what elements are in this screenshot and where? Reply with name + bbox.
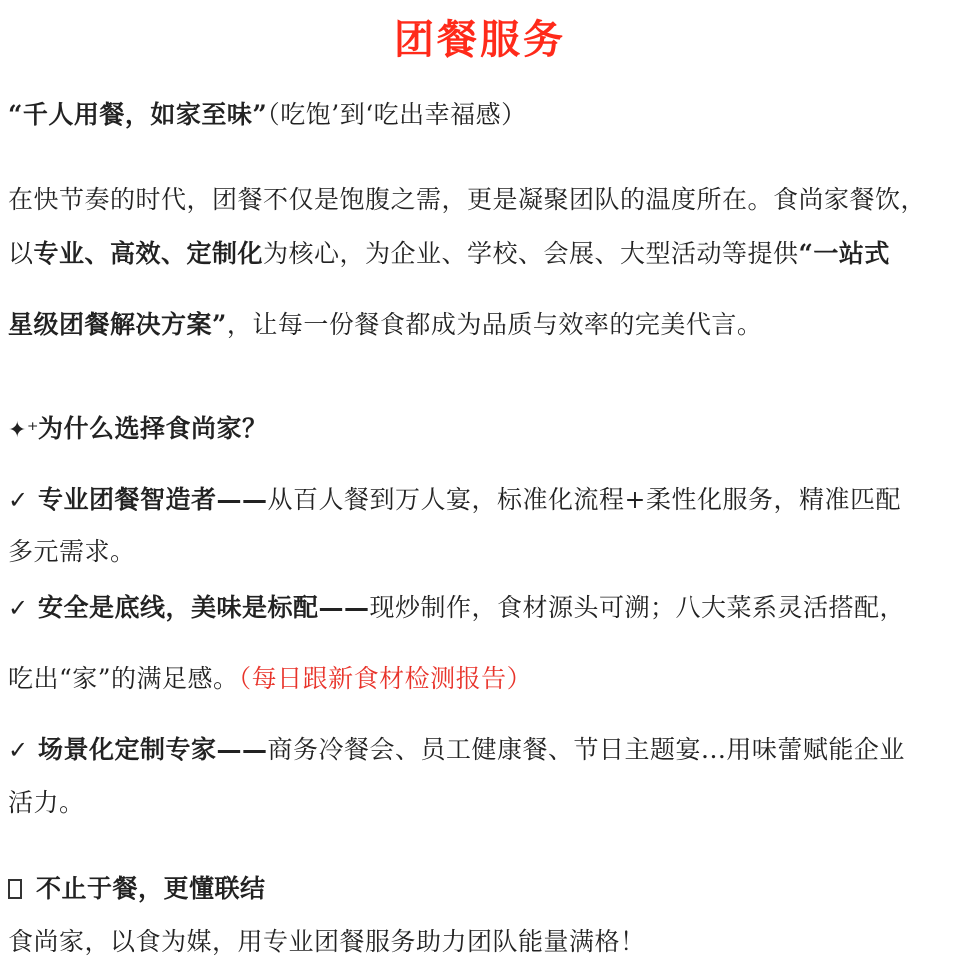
closing-text-line [8,925,954,959]
check-icon: ✓ [8,486,29,514]
point-2-line-2 [8,662,954,696]
slogan-normal: （吃饱’到‘吃出幸福感） [267,100,527,129]
point-1-title: 专业团餐智造者—— [38,485,268,514]
why-heading: 为什么选择食尚家？ [38,414,268,443]
closing-heading: 不止于餐，更懂联结 [36,874,266,903]
point-2-text-1: 现炒制作，食材源头可溯；八大菜系灵活搭配， [369,593,906,622]
point-1-text-1: 从百人餐到万人宴，标准化流程+柔性化服务，精准匹配 [267,485,901,514]
sparkle-icon: ✦⁺ [8,418,40,443]
point-2-title: 安全是底线，美味是标配—— [38,593,370,622]
point-2-note: （每日跟新食材检测报告） [238,664,533,693]
point-3-line-2 [8,786,954,820]
intro-line-3 [8,308,954,342]
why-heading-line [8,412,954,448]
point-1-line-1 [8,483,954,517]
closing-heading-line [8,872,954,906]
point-3-text-1: 商务冷餐会、员工健康餐、节日主题宴...用味蕾赋能企业 [267,735,905,764]
intro-keywords: 专业、高效、定制化 [33,239,264,268]
closing-text: 食尚家，以食为媒，用专业团餐服务助力团队能量满格！ [8,927,646,956]
point-2-line-1 [8,591,954,625]
intro-quote-end: 星级团餐解决方案” [8,310,227,339]
check-icon: ✓ [8,594,29,622]
intro-text-1: 在快节奏的时代，团餐不仅是饱腹之需，更是凝聚团队的温度所在。食尚家餐饮， [8,185,927,214]
point-3-text-2: 活力。 [8,788,85,817]
intro-line-2 [8,237,954,271]
point-3-line-1 [8,733,954,767]
square-icon [8,879,22,899]
slogan-bold: “千人用餐，如家至味” [8,100,268,129]
intro-text-2c: 为核心，为企业、学校、会展、大型活动等提供 [263,239,799,268]
slogan-line [8,98,954,132]
page-title: 团餐服务 [394,17,566,63]
point-1-line-2 [8,535,954,569]
intro-text-2a: 以 [8,239,34,268]
intro-text-3b: ，让每一份餐食都成为品质与效率的完美代言。 [226,310,763,339]
intro-quote-start: “一站式 [798,239,890,268]
intro-line-1 [8,183,954,217]
point-1-text-2: 多元需求。 [8,537,136,566]
point-3-title: 场景化定制专家—— [38,735,268,764]
check-icon: ✓ [8,736,29,764]
point-2-text-2: 吃出“家”的满足感。 [8,664,239,693]
